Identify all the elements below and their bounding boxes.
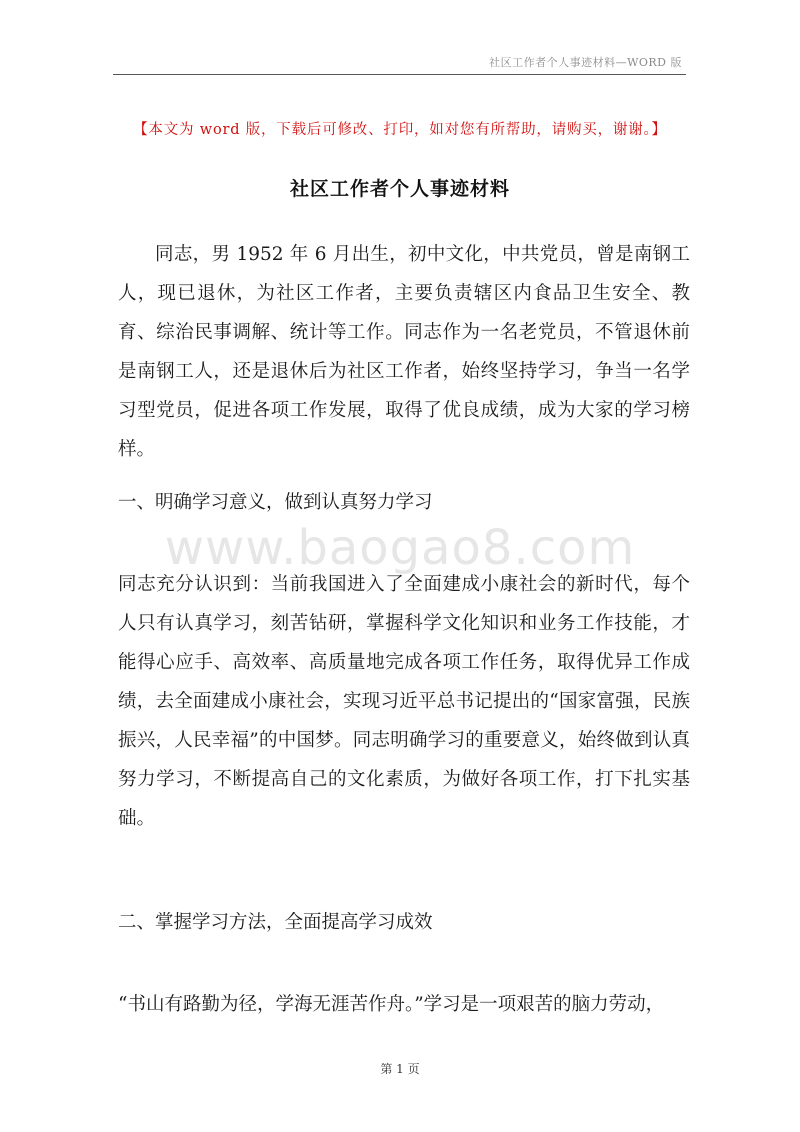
page-number: 第 1 页 [380, 1062, 420, 1076]
running-header: 社区工作者个人事迹材料—WORD 版 [489, 56, 682, 69]
section-2-body: “书山有路勤为径，学海无涯苦作舟。”学习是一项艰苦的脑力劳动， [118, 994, 665, 1015]
section-1-heading: 一、明确学习意义，做到认真努力学习 [118, 492, 433, 513]
section-1-body: 同志充分认识到：当前我国进入了全面建成小康社会的新时代，每个人只有认真学习，刻苦钻研，掌握科学文化知识和业务工作技能，才能得心应手、高效率、高质量地完成各项工作任务，取得优异工作成绩，去全面建成小康社会，实现习近平总书记提出的“国家富强，民族振兴，人民幸福”的中国梦。同志明确学习的重要意义，始终做到认真努力学习，不断提高自己的文化素质，为做好各项工作，打下扎实基础。 [118, 574, 690, 829]
section-2-heading: 二、掌握学习方法，全面提高学习成效 [118, 912, 433, 933]
header-rule [113, 74, 686, 75]
intro-paragraph: 同志，男 1952 年 6 月出生，初中文化，中共党员，曾是南钢工人，现已退休，为社区工作者，主要负责辖区内食品卫生安全、教育、综治民事调解、统计等工作。同志作为一名老党员，不管退休前是南钢工人，还是退休后为社区工作者，始终坚持学习，争当一名学习型党员，促进各项工作发展，取得了优良成绩，成为大家的学习榜样。 [118, 244, 690, 460]
document-title: 社区工作者个人事迹材料 [289, 178, 510, 200]
watermark: www.baogao8.com [164, 520, 636, 576]
purchase-notice: 【本文为 word 版，下载后可修改、打印，如对您有所帮助，请购买，谢谢。】 [133, 122, 667, 138]
